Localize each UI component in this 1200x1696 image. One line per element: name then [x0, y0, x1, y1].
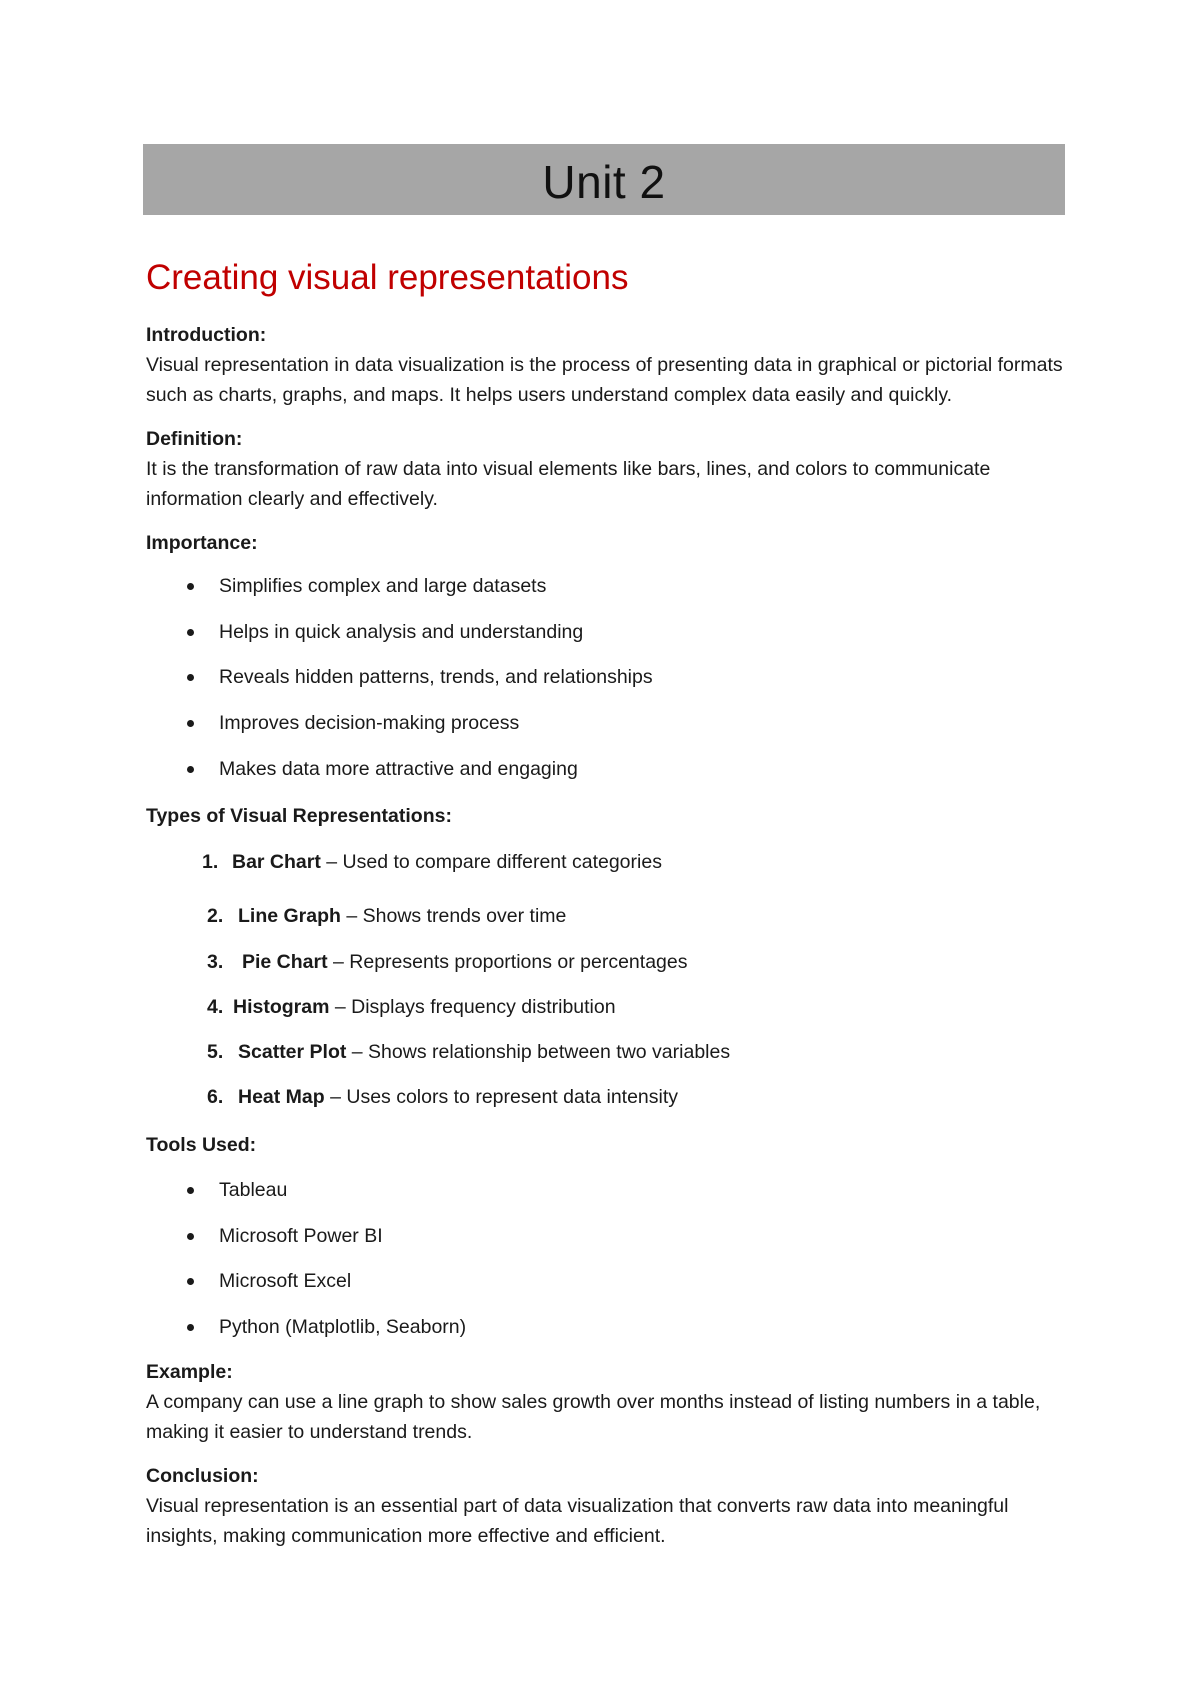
tools-section	[146, 1130, 1076, 1160]
example-section	[146, 1357, 1076, 1447]
definition-text: It is the transformation of raw data into visual elements like bars, lines, and colors to communicate information clearly and effectively.	[146, 458, 991, 510]
type-desc: – Represents proportions or percentages	[327, 951, 688, 973]
type-term: Histogram	[233, 996, 330, 1018]
list-number: 6.	[207, 1086, 224, 1108]
tool-item: Tableau	[219, 1179, 288, 1201]
bullet-icon	[187, 1233, 194, 1240]
types-label: Types of Visual Representations:	[146, 805, 452, 827]
type-term: Bar Chart	[232, 851, 321, 873]
tool-item: Microsoft Excel	[219, 1270, 352, 1292]
type-term: Scatter Plot	[238, 1041, 347, 1063]
conclusion-text: Visual representation is an essential part of data visualization that converts raw data into meaningful insights, making communication more effective and efficient.	[146, 1495, 1009, 1547]
list-item	[146, 571, 546, 601]
list-item	[202, 847, 662, 877]
type-desc: – Shows relationship between two variables	[346, 1041, 731, 1063]
definition-label: Definition:	[146, 428, 243, 450]
list-item	[207, 992, 616, 1022]
introduction-section	[146, 320, 1076, 410]
bullet-icon	[187, 720, 194, 727]
list-item	[207, 1037, 730, 1067]
type-term: Line Graph	[238, 905, 341, 927]
unit-title: Unit 2	[542, 155, 666, 208]
example-text: A company can use a line graph to show sales growth over months instead of listing numbers in a table, making it easier to understand trends.	[146, 1391, 1041, 1443]
importance-section	[146, 528, 1076, 558]
types-section	[146, 801, 1076, 831]
type-desc: – Shows trends over time	[340, 905, 567, 927]
example-label: Example:	[146, 1361, 233, 1383]
list-item	[146, 754, 578, 784]
definition-section	[146, 424, 1076, 514]
importance-item: Reveals hidden patterns, trends, and relationships	[219, 666, 653, 688]
list-number: 1.	[202, 851, 219, 873]
type-desc: – Uses colors to represent data intensity	[324, 1086, 679, 1108]
bullet-icon	[187, 674, 194, 681]
list-item	[146, 1312, 466, 1342]
type-desc: – Displays frequency distribution	[329, 996, 616, 1018]
list-item	[207, 901, 566, 931]
importance-label: Importance:	[146, 532, 258, 554]
list-item	[146, 1266, 351, 1296]
list-item	[146, 1221, 383, 1251]
list-number: 2.	[207, 905, 224, 927]
importance-item: Makes data more attractive and engaging	[219, 758, 578, 780]
tools-label: Tools Used:	[146, 1134, 257, 1156]
list-item	[146, 1175, 287, 1205]
importance-item: Improves decision-making process	[219, 712, 520, 734]
bullet-icon	[187, 1187, 194, 1194]
list-item	[146, 708, 519, 738]
list-number: 4.	[207, 996, 224, 1018]
list-item	[207, 947, 687, 977]
tool-item: Microsoft Power BI	[219, 1225, 383, 1247]
introduction-label: Introduction:	[146, 324, 267, 346]
list-item	[146, 662, 653, 692]
list-number: 5.	[207, 1041, 224, 1063]
type-desc: – Used to compare different categories	[320, 851, 662, 873]
conclusion-section	[146, 1461, 1076, 1551]
importance-item: Simplifies complex and large datasets	[219, 575, 547, 597]
importance-item: Helps in quick analysis and understanding	[219, 621, 584, 643]
conclusion-label: Conclusion:	[146, 1465, 259, 1487]
bullet-icon	[187, 1278, 194, 1285]
type-term: Pie Chart	[242, 951, 328, 973]
bullet-icon	[187, 583, 194, 590]
list-number: 3.	[207, 951, 224, 973]
bullet-icon	[187, 766, 194, 773]
list-item	[207, 1082, 678, 1112]
introduction-text: Visual representation in data visualization is the process of presenting data in graphical or pictorial formats such as charts, graphs, and maps. It helps users understand complex data easily and quickly.	[146, 354, 1063, 406]
bullet-icon	[187, 1324, 194, 1331]
list-item	[146, 617, 583, 647]
type-term: Heat Map	[238, 1086, 325, 1108]
tool-item: Python (Matplotlib, Seaborn)	[219, 1316, 467, 1338]
bullet-icon	[187, 629, 194, 636]
unit-banner	[143, 144, 1065, 215]
section-heading: Creating visual representations	[146, 258, 629, 297]
